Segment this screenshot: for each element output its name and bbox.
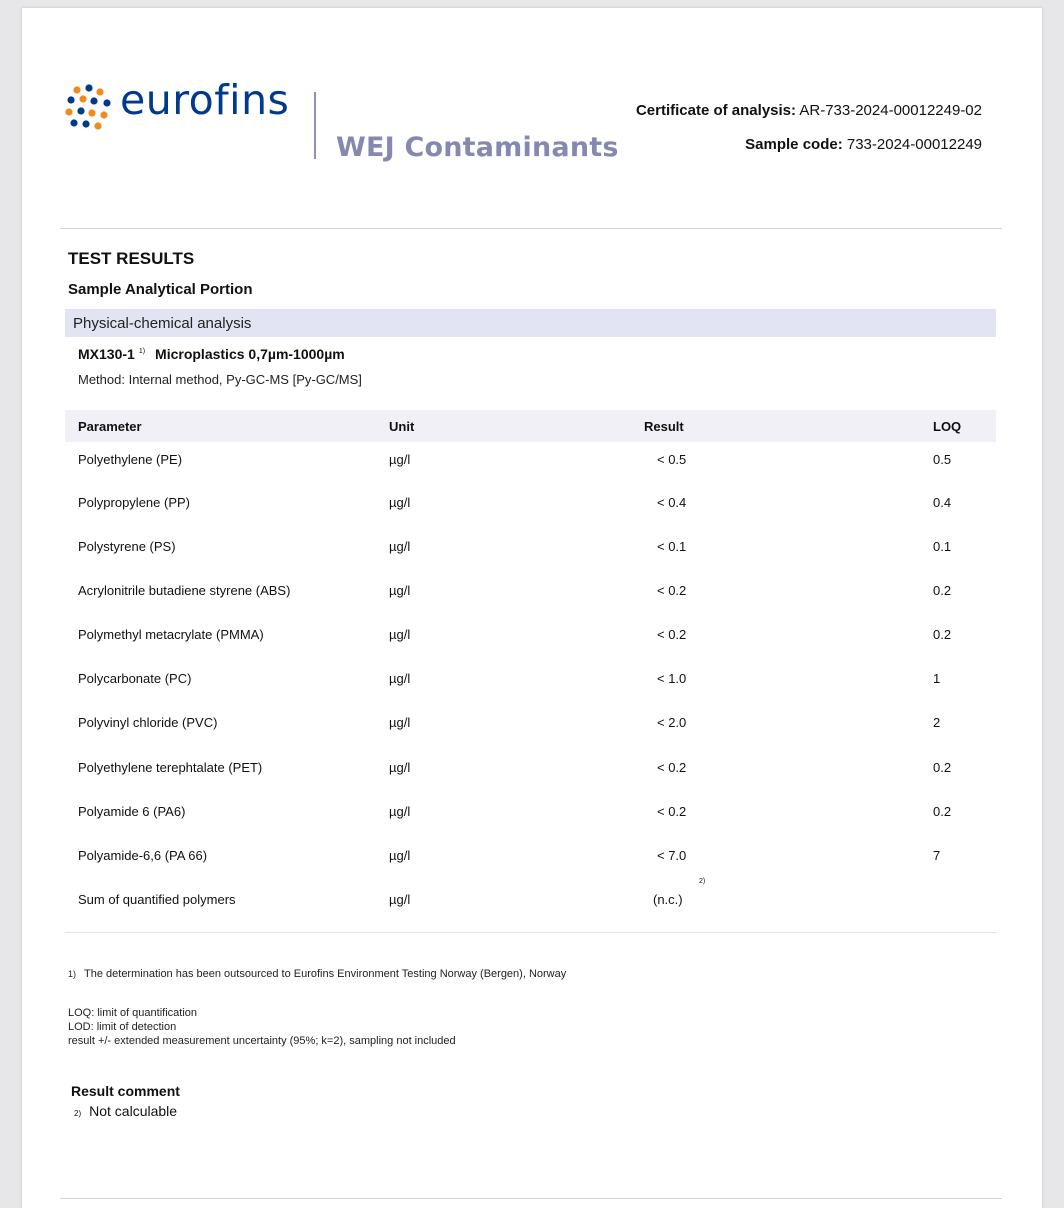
cell-loq: 0.2 [933,760,952,775]
table-row [65,583,996,627]
cell-result: < 7.0 [657,848,687,863]
sample-code [745,136,982,153]
cell-parameter: Acrylonitrile butadiene styrene (ABS) [78,583,291,598]
cell-parameter: Polymethyl metacrylate (PMMA) [78,627,264,642]
cell-unit: µg/l [389,452,411,467]
header-divider [60,228,1002,229]
cell-loq: 0.1 [933,539,952,554]
cell-unit: µg/l [389,539,411,554]
table-row [65,760,996,804]
certificate-number [636,102,982,119]
cell-parameter: Polystyrene (PS) [78,539,176,554]
column-header-unit: Unit [389,419,415,434]
result-comment-mark: 2) [74,1109,82,1118]
cell-result: < 0.4 [657,495,687,510]
cell-unit: µg/l [389,760,411,775]
cell-result: < 0.5 [657,452,687,467]
cell-loq: 0.4 [933,495,952,510]
logo-wordmark: eurofins [120,76,290,124]
table-row [65,878,996,936]
sum-footnote-mark: 2) [699,878,706,885]
cell-loq: 0.5 [933,452,952,467]
sample-code-label: Sample code: [745,136,843,153]
cell-result: < 0.2 [657,583,687,598]
cell-parameter: Polyvinyl chloride (PVC) [78,715,218,730]
table-row [65,495,996,539]
table-row [65,539,996,583]
result-comment-text: Not calculable [89,1103,178,1119]
footnote-text: The determination has been outsourced to Eurofins Environment Testing Norway (Bergen), Norway [84,968,567,980]
section-title: Physical-chemical analysis [73,315,252,332]
cell-result: < 0.1 [657,539,687,554]
analysis-code: MX130-1 [78,346,135,362]
cell-loq: 1 [933,671,941,686]
page-bottom-rule [60,1198,1002,1199]
cell-parameter: Polyethylene (PE) [78,452,183,467]
cell-unit: µg/l [389,671,411,686]
cell-unit: µg/l [389,804,411,819]
cell-loq: 2 [933,715,941,730]
column-header-result: Result [644,419,684,434]
column-header-parameter: Parameter [78,419,142,434]
section-header [65,309,996,337]
logo-divider [314,92,316,159]
cell-unit: µg/l [389,583,411,598]
table-row [65,452,996,496]
table-row [65,715,996,759]
table-bottom-rule [65,932,996,933]
footnote-outsourced [68,968,566,980]
table-row [65,804,996,848]
results-table-header [65,410,996,442]
legend-loq: LOQ: limit of quantification [68,1007,198,1019]
cell-unit: µg/l [389,495,411,510]
legend-lod: LOD: limit of detection [68,1021,177,1033]
cell-loq: 0.2 [933,583,952,598]
cell-loq: 7 [933,848,941,863]
cell-unit: µg/l [389,892,411,907]
cell-result: < 0.2 [657,627,687,642]
test-results-heading: TEST RESULTS [68,249,195,268]
result-comment-heading: Result comment [71,1083,180,1099]
cell-result: < 2.0 [657,715,687,730]
table-row [65,627,996,671]
sample-portion-heading: Sample Analytical Portion [68,281,253,298]
column-header-loq: LOQ [933,419,962,434]
cell-unit: µg/l [389,848,411,863]
sample-code-value: 733-2024-00012249 [846,136,982,153]
analysis-name: Microplastics 0,7µm-1000µm [155,346,345,362]
result-comment-item [74,1103,177,1119]
legend-uncertainty: result +/- extended measurement uncertainty (95%; k=2), sampling not included [68,1035,456,1047]
cell-unit: µg/l [389,627,411,642]
certificate-label: Certificate of analysis: [635,102,797,119]
cell-parameter: Polyamide-6,6 (PA 66) [78,848,208,863]
analysis-code-footnote: 1) [138,348,146,356]
cell-parameter: Sum of quantified polymers [78,892,236,907]
cell-parameter: Polyethylene terephtalate (PET) [78,760,263,775]
analysis-code-line [78,346,345,362]
certificate-value: AR-733-2024-00012249-02 [799,102,982,119]
cell-unit: µg/l [389,715,411,730]
cell-result: (n.c.) [653,892,683,907]
cell-parameter: Polycarbonate (PC) [78,671,192,686]
cell-parameter: Polyamide 6 (PA6) [78,804,186,819]
eurofins-logo-icon [64,83,114,133]
document-page [22,8,1042,1208]
footnote-mark: 1) [68,969,77,979]
subbrand-title: WEJ Contaminants [336,132,619,163]
cell-result: < 0.2 [657,760,687,775]
cell-result: < 0.2 [657,804,687,819]
table-row [65,848,996,892]
cell-loq: 0.2 [933,804,952,819]
method-line: Method: Internal method, Py-GC-MS [Py-GC/MS] [78,372,362,387]
cell-result: < 1.0 [657,671,687,686]
cell-loq: 0.2 [933,627,952,642]
cell-parameter: Polypropylene (PP) [78,495,190,510]
table-row [65,671,996,715]
